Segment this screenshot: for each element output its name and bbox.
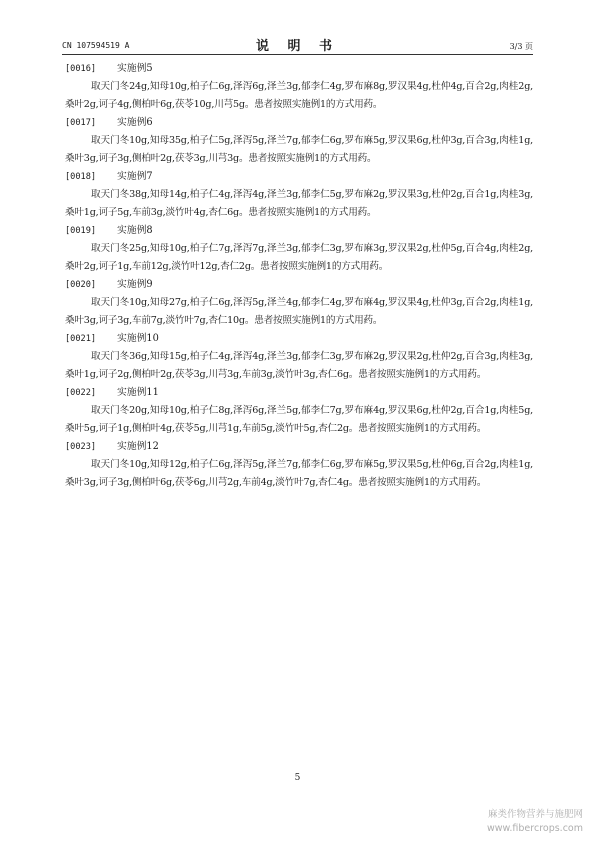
paragraph-text: 取天门冬10g,知母12g,柏子仁6g,泽泻5g,泽兰7g,郁李仁6g,罗布麻5g,罗汉果5g,杜仲6g,百合2g,肉桂1g,桑叶3g,诃子3g,侧柏叶6g,茯苓6g,川芎2g,车前4g,淡竹叶7g,杏仁4g。患者按照实施例1的方式用药。 — [65, 459, 533, 488]
paragraph-number: [0019] — [65, 226, 97, 236]
watermark-url: www.fibercrops.com — [486, 823, 583, 834]
paragraph-number: [0021] — [65, 334, 97, 344]
paragraph-number: [0022] — [65, 388, 97, 398]
paragraph-number: [0016] — [65, 64, 97, 74]
paragraph-text: 取天门冬38g,知母14g,柏子仁4g,泽泻4g,泽兰3g,郁李仁5g,罗布麻2g,罗汉果3g,杜仲2g,百合1g,肉桂3g,桑叶1g,诃子5g,车前3g,淡竹叶4g,杏仁6g。患者按照实施例1的方式用药。 — [65, 189, 533, 218]
page-of: 3/3 页 — [509, 42, 533, 51]
paragraph-text: 取天门冬25g,知母10g,柏子仁7g,泽泻7g,泽兰3g,郁李仁3g,罗布麻3g,罗汉果2g,杜仲5g,百合4g,肉桂2g,桑叶2g,诃子1g,车前12g,淡竹叶12g,杏仁2g。患者按照实施例1的方式用药。 — [65, 243, 533, 272]
paragraph-number: [0023] — [65, 442, 97, 452]
paragraph-title: 实施例6 — [117, 117, 153, 128]
document-title: 说 明 书 — [255, 39, 340, 54]
paragraph-text: 取天门冬10g,知母35g,柏子仁5g,泽泻5g,泽兰7g,郁李仁6g,罗布麻5g,罗汉果6g,杜仲3g,百合3g,肉桂1g,桑叶3g,诃子3g,侧柏叶2g,茯苓3g,川芎3g。患者按照实施例1的方式用药。 — [65, 135, 533, 164]
paragraph-title: 实施例9 — [117, 279, 153, 290]
paragraph-title: 实施例12 — [117, 441, 159, 452]
page-number: 5 — [294, 773, 301, 783]
paragraph-0023 — [65, 438, 533, 492]
header-divider — [62, 54, 533, 55]
patent-number: CN 107594519 A — [62, 41, 130, 50]
paragraph-title: 实施例11 — [117, 387, 159, 398]
paragraph-0017 — [65, 114, 533, 168]
paragraph-0019 — [65, 222, 533, 276]
paragraph-text: 取天门冬24g,知母10g,柏子仁6g,泽泻6g,泽兰3g,郁李仁4g,罗布麻8g,罗汉果4g,杜仲4g,百合2g,肉桂2g,桑叶2g,诃子4g,侧柏叶6g,茯苓10g,川芎5g。患者按照实施例1的方式用药。 — [65, 81, 533, 110]
watermark-site-name: 麻类作物营养与施肥网 — [487, 809, 583, 820]
paragraph-text: 取天门冬36g,知母15g,柏子仁4g,泽泻4g,泽兰3g,郁李仁3g,罗布麻2g,罗汉果2g,杜仲2g,百合3g,肉桂3g,桑叶1g,诃子2g,侧柏叶2g,茯苓3g,川芎3g,车前3g,淡竹叶3g,杏仁6g。患者按照实施例1的方式用药。 — [65, 351, 533, 380]
paragraph-title: 实施例7 — [117, 171, 153, 182]
paragraph-0016 — [65, 60, 533, 114]
page-header — [62, 33, 533, 53]
paragraph-text: 取天门冬20g,知母10g,柏子仁8g,泽泻6g,泽兰5g,郁李仁7g,罗布麻4g,罗汉果6g,杜仲2g,百合1g,肉桂5g,桑叶5g,诃子1g,侧柏叶4g,茯苓5g,川芎1g,车前5g,淡竹叶5g,杏仁2g。患者按照实施例1的方式用药。 — [65, 405, 533, 434]
paragraph-title: 实施例8 — [117, 225, 153, 236]
paragraph-0018 — [65, 168, 533, 222]
paragraph-title: 实施例10 — [117, 333, 159, 344]
paragraph-title: 实施例5 — [117, 63, 153, 74]
description-body — [65, 60, 533, 492]
paragraph-0020 — [65, 276, 533, 330]
paragraph-number: [0017] — [65, 118, 97, 128]
paragraph-text: 取天门冬10g,知母27g,柏子仁6g,泽泻5g,泽兰4g,郁李仁4g,罗布麻4g,罗汉果4g,杜仲3g,百合2g,肉桂1g,桑叶3g,诃子3g,车前7g,淡竹叶7g,杏仁10g。患者按照实施例1的方式用药。 — [65, 297, 533, 326]
paragraph-number: [0018] — [65, 172, 97, 182]
watermark — [443, 808, 583, 836]
paragraph-0021 — [65, 330, 533, 384]
paragraph-number: [0020] — [65, 280, 97, 290]
paragraph-0022 — [65, 384, 533, 438]
